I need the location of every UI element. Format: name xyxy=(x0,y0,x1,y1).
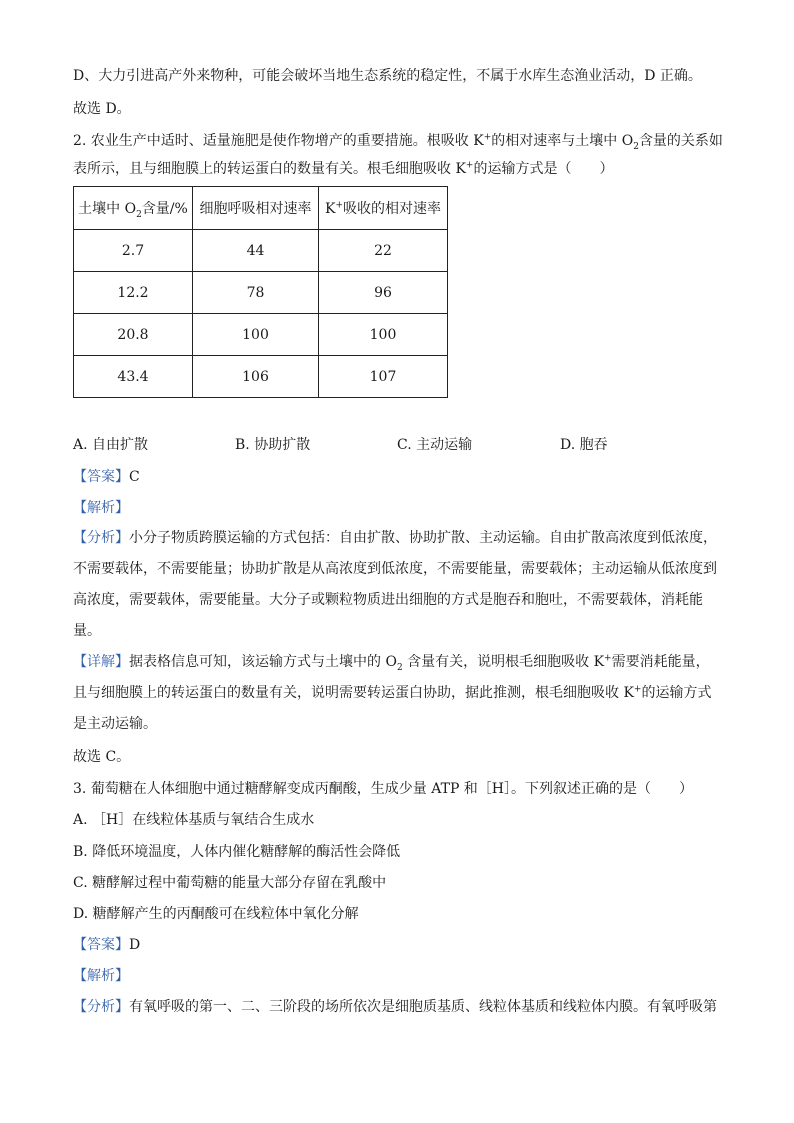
q2-stem2-text-a: 表所示，且与细胞膜上的转运蛋白的数量有关。根毛细胞吸收 K xyxy=(73,161,466,177)
table-cell: 22 xyxy=(319,230,448,272)
table-cell: 12.2 xyxy=(74,272,193,314)
xiangjie-text-d: 的运输方式是主动运输。 xyxy=(73,685,712,732)
table-cell: 100 xyxy=(193,314,319,356)
table-header-row xyxy=(74,187,448,230)
header-cell-respiration: 细胞呼吸相对速率 xyxy=(193,187,319,230)
fenxi-text: 有氧呼吸的第一、二、三阶段的场所依次是细胞质基质、线粒体基质和线粒体内膜。有氧呼吸第 xyxy=(129,999,717,1015)
q2-choose-line: 故选 C。 xyxy=(73,749,131,765)
superscript: + xyxy=(633,684,642,695)
header-cell-o2 xyxy=(74,187,193,230)
q3-option-a: A. ［H］在线粒体基质与氧结合生成水 xyxy=(73,812,315,828)
superscript: + xyxy=(604,653,612,664)
q2-option-b: B. 协助扩散 xyxy=(235,437,311,453)
answer-tag: 【答案】 xyxy=(73,937,129,953)
q1-choose-line: 故选 D。 xyxy=(73,101,131,117)
header-text: K xyxy=(324,201,336,217)
subscript: 2 xyxy=(633,141,639,152)
table-cell: 106 xyxy=(193,356,319,398)
q2-option-c: C. 主动运输 xyxy=(397,437,473,453)
q3-option-c: C. 糖酵解过程中葡萄糖的能量大部分存留在乳酸中 xyxy=(73,875,387,891)
q2-answer-line xyxy=(73,468,723,486)
table-row xyxy=(74,272,448,314)
table-cell: 100 xyxy=(319,314,448,356)
q2-data-table xyxy=(73,186,448,398)
analysis-tag: 【解析】 xyxy=(73,500,129,516)
header-cell-k-absorption xyxy=(319,187,448,230)
xiangjie-text-a: 据表格信息可知，该运输方式与土壤中的 O xyxy=(129,654,397,670)
analysis-tag: 【解析】 xyxy=(73,968,129,984)
q2-stem-text-c: 含量的关系如 xyxy=(638,133,723,149)
subscript: 2 xyxy=(396,662,403,673)
table-cell: 78 xyxy=(193,272,319,314)
q3-stem: 3. 葡萄糖在人体细胞中通过糖酵解变成丙酮酸，生成少量 ATP 和［H］。下列叙述正确的是（ ） xyxy=(73,781,694,797)
q2-stem-text-a: 2. 农业生产中适时、适量施肥是使作物增产的重要措施。根吸收 K xyxy=(73,133,484,149)
fenxi-text: 小分子物质跨膜运输的方式包括：自由扩散、协助扩散、主动运输。自由扩散高浓度到低浓度，不需要载体，不需要能量；协助扩散是从高浓度到低浓度，不需要能量，需要载体；主动运输从低浓度到高浓度，需要载体，需要能量。大分子或颗粒物质进出细胞的方式是胞吞和胞吐，不需要载体，消耗能量。 xyxy=(73,530,717,639)
xiangjie-tag: 【详解】 xyxy=(73,654,129,670)
q2-option-a: A. 自由扩散 xyxy=(73,437,149,453)
fenxi-tag: 【分析】 xyxy=(73,530,129,546)
q2-stem2-text-b: 的运输方式是（ ） xyxy=(473,161,614,177)
table-cell: 44 xyxy=(193,230,319,272)
table-row xyxy=(74,230,448,272)
q3-option-b: B. 降低环境温度，人体内催化糖酵解的酶活性会降低 xyxy=(73,844,401,860)
table-row xyxy=(74,314,448,356)
header-text: 含量/% xyxy=(141,201,188,217)
q3-fenxi-line xyxy=(73,998,723,1016)
q2-xiangjie-paragraph xyxy=(73,647,723,740)
q2-stem-line2 xyxy=(73,160,723,178)
q1-option-d-explanation: D、大力引进高产外来物种，可能会破坏当地生态系统的稳定性，不属于水库生态渔业活动，D 正确。 xyxy=(73,68,702,84)
q3-option-d: D. 糖酵解产生的丙酮酸可在线粒体中氧化分解 xyxy=(73,906,359,922)
table-cell: 20.8 xyxy=(74,314,193,356)
answer-value: C xyxy=(129,469,140,485)
header-text: 土壤中 O xyxy=(78,201,137,217)
q3-answer-line xyxy=(73,936,723,954)
fenxi-tag: 【分析】 xyxy=(73,999,129,1015)
q2-fenxi-paragraph xyxy=(73,523,723,647)
superscript: + xyxy=(483,132,492,143)
q2-option-d: D. 胞吞 xyxy=(560,437,608,453)
table-cell: 43.4 xyxy=(74,356,193,398)
answer-tag: 【答案】 xyxy=(73,469,129,485)
q2-analysis-line xyxy=(73,499,723,517)
superscript: + xyxy=(465,160,474,171)
q2-stem-text-b: 的相对速率与土壤中 O xyxy=(491,133,634,149)
header-text: 吸收的相对速率 xyxy=(343,201,441,217)
subscript: 2 xyxy=(136,209,142,220)
table-row xyxy=(74,356,448,398)
q2-stem-line1 xyxy=(73,132,723,150)
xiangjie-text-c: 需要消耗能量，且与细胞膜上的转运蛋白的数量有关，说明需要转运蛋白协助，据此推测，根毛细胞吸收 K xyxy=(73,654,710,701)
q3-analysis-line xyxy=(73,967,723,985)
answer-value: D xyxy=(129,937,141,953)
table-cell: 2.7 xyxy=(74,230,193,272)
table-cell: 96 xyxy=(319,272,448,314)
table-cell: 107 xyxy=(319,356,448,398)
superscript: + xyxy=(335,200,343,211)
xiangjie-text-b: 含量有关，说明根毛细胞吸收 K xyxy=(402,654,605,670)
